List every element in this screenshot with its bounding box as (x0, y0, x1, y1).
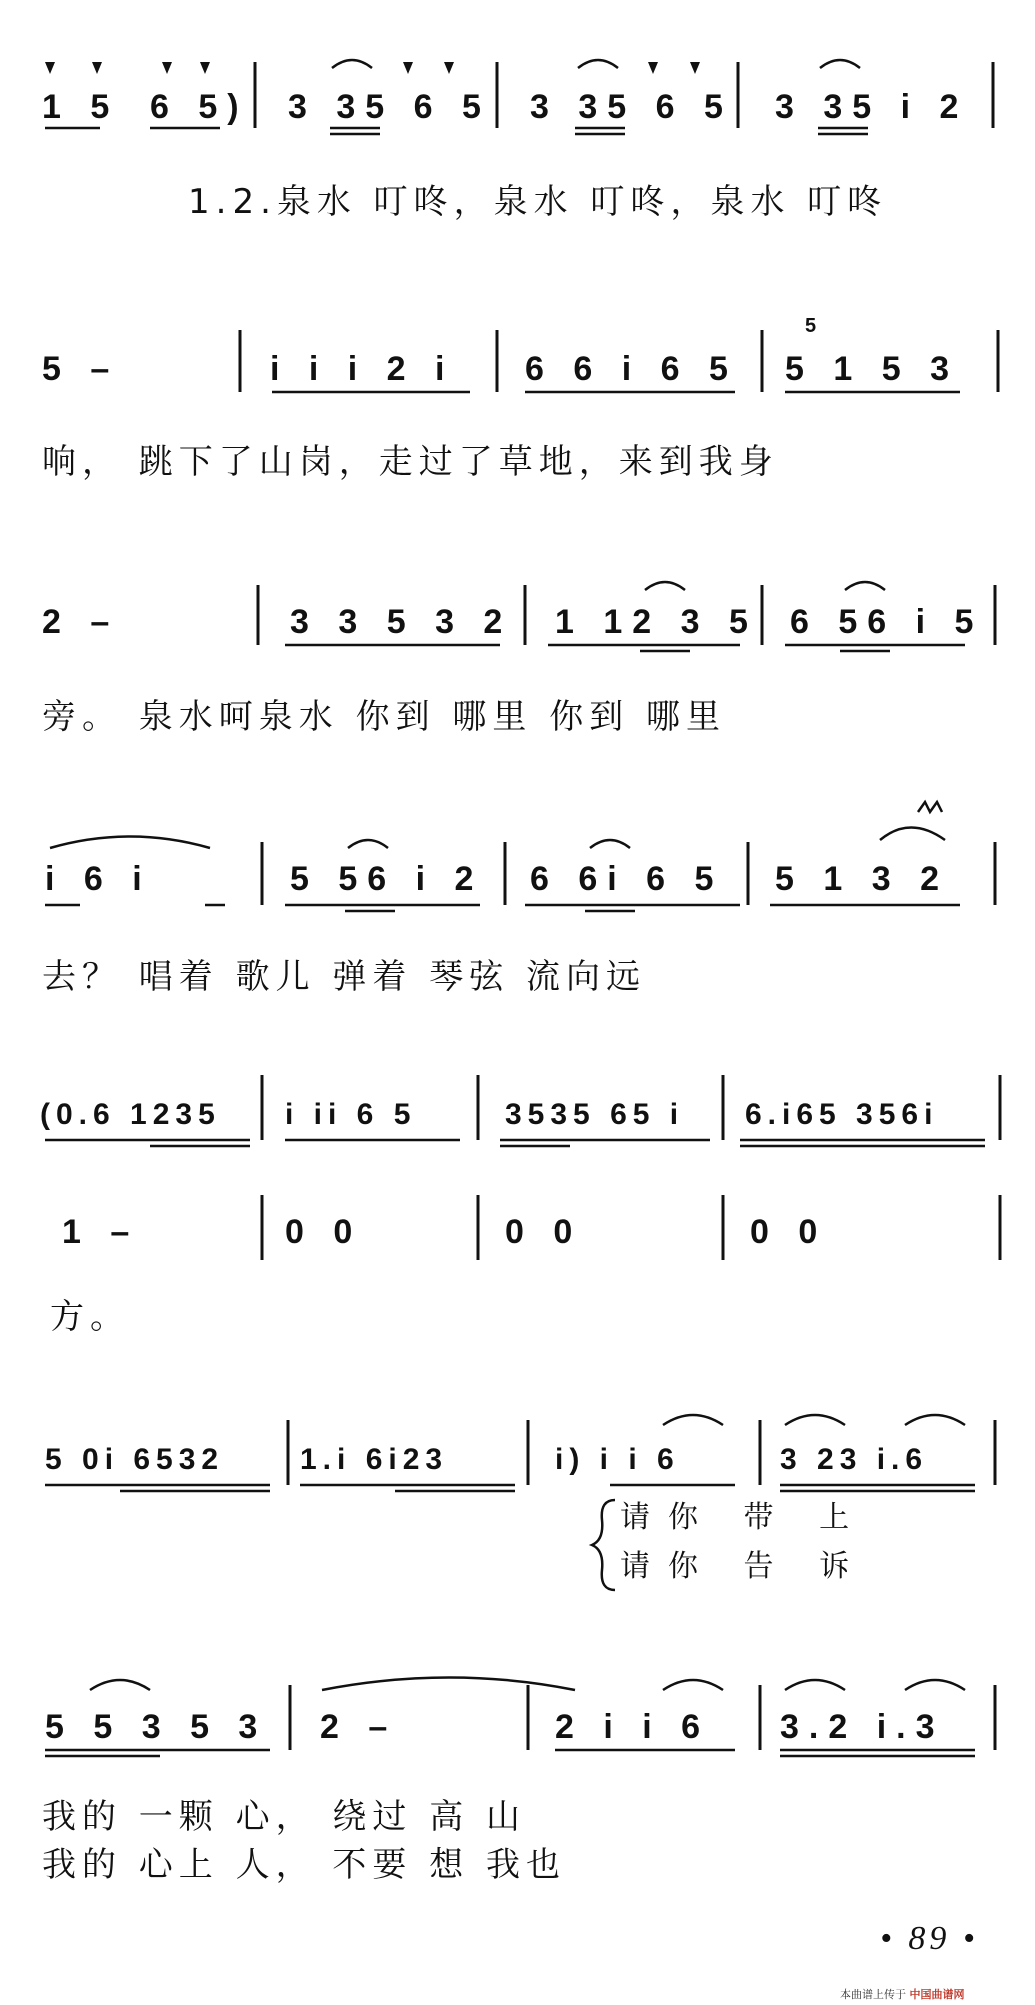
lyric-line: 旁。 泉水呵泉水 你到 哪里 你到 哪里 (42, 697, 727, 737)
measure: 6 5) (150, 88, 249, 126)
measure: 6 6 i 6 5 (525, 350, 738, 388)
lyric-verse-2: 请你 告 诉 (620, 1549, 868, 1584)
measure: 5 0i 6532 (45, 1443, 225, 1476)
measure: 3 35 6 5 (288, 88, 491, 126)
slur (905, 1680, 965, 1690)
staccato-mark (200, 62, 210, 74)
measure: 1 12 3 5 (555, 603, 758, 641)
staccato-mark (690, 62, 700, 74)
mordent-mark (918, 802, 942, 812)
slur (332, 60, 372, 68)
measure: 0 0 (285, 1213, 363, 1251)
lyric-verse-2: 我的 心上 人， 不要 想 我也 (42, 1845, 567, 1885)
lyric-verse-1: 请你 带 上 (620, 1500, 868, 1535)
slur (880, 828, 945, 841)
measure: 5 1 3 2 (775, 860, 949, 898)
staccato-mark (162, 62, 172, 74)
slur (348, 840, 388, 848)
measure: 1 5 (42, 88, 120, 126)
measure: 5 – (42, 350, 120, 388)
lyric-verse-1: 我的 一颗 心， 绕过 高 山 (42, 1797, 527, 1837)
measure: 6.i65 356i (745, 1098, 939, 1131)
lyric-line: 1.2.泉水 叮咚，泉水 叮咚，泉水 叮咚 (188, 182, 888, 222)
measure: 2 i i 6 (555, 1708, 711, 1746)
measure: 1 – (62, 1213, 140, 1251)
measure: 5 1 5 3 (785, 350, 959, 388)
slur (785, 1680, 845, 1690)
slur (905, 1415, 965, 1425)
lyric-line: 去？ 唱着 歌儿 弹着 琴弦 流向远 (42, 957, 647, 997)
grace-note: 5 (805, 315, 827, 337)
measure: 5 5 3 5 3 (45, 1708, 268, 1746)
lyric-line: 响， 跳下了山岗，走过了草地，来到我身 (42, 442, 779, 482)
measure: 3.2 i.3 (780, 1708, 945, 1746)
staccato-mark (444, 62, 454, 74)
measure: i 6 i (45, 860, 152, 898)
slur (785, 1415, 845, 1425)
staccato-mark (403, 62, 413, 74)
lyric-line: 方。 (50, 1297, 130, 1337)
page-number: • 89 • (880, 1920, 979, 1957)
measure: 3 35 6 5 (530, 88, 733, 126)
measure: 2 – (320, 1708, 398, 1746)
staccato-mark (92, 62, 102, 74)
staccato-mark (45, 62, 55, 74)
slur (663, 1680, 723, 1690)
slur (590, 840, 630, 848)
footer-prefix: 本曲谱上传于 (840, 1988, 906, 2001)
verse-brace (592, 1500, 615, 1590)
measure: 3 23 i.6 (780, 1443, 929, 1476)
slur (322, 1678, 575, 1691)
staccato-mark (648, 62, 658, 74)
measure: 0 0 (505, 1213, 583, 1251)
measure: 2 – (42, 603, 120, 641)
slur (50, 837, 210, 849)
slur (645, 582, 685, 590)
measure: 3535 65 i (505, 1098, 685, 1131)
measure: 3 3 5 3 2 (290, 603, 513, 641)
measure: 6 6i 6 5 (530, 860, 724, 898)
slur (90, 1680, 150, 1690)
measure: i ii 6 5 (285, 1098, 417, 1131)
measure: 5 56 i 2 (290, 860, 484, 898)
footer-credit (840, 1986, 965, 2002)
measure: i i i 2 i (270, 350, 455, 388)
slur (663, 1415, 723, 1425)
measure: 3 35 i 2 (775, 88, 969, 126)
slur (820, 60, 860, 68)
measure: 0 0 (750, 1213, 828, 1251)
measure: 1.i 6i23 (300, 1443, 449, 1476)
slur (845, 582, 885, 590)
footer-brand[interactable]: 中国曲谱网 (909, 1988, 965, 2001)
slur (578, 60, 618, 68)
measure: 6 56 i 5 (790, 603, 984, 641)
measure: (0.6 1235 (40, 1098, 221, 1131)
measure: i) i i 6 (555, 1443, 680, 1476)
